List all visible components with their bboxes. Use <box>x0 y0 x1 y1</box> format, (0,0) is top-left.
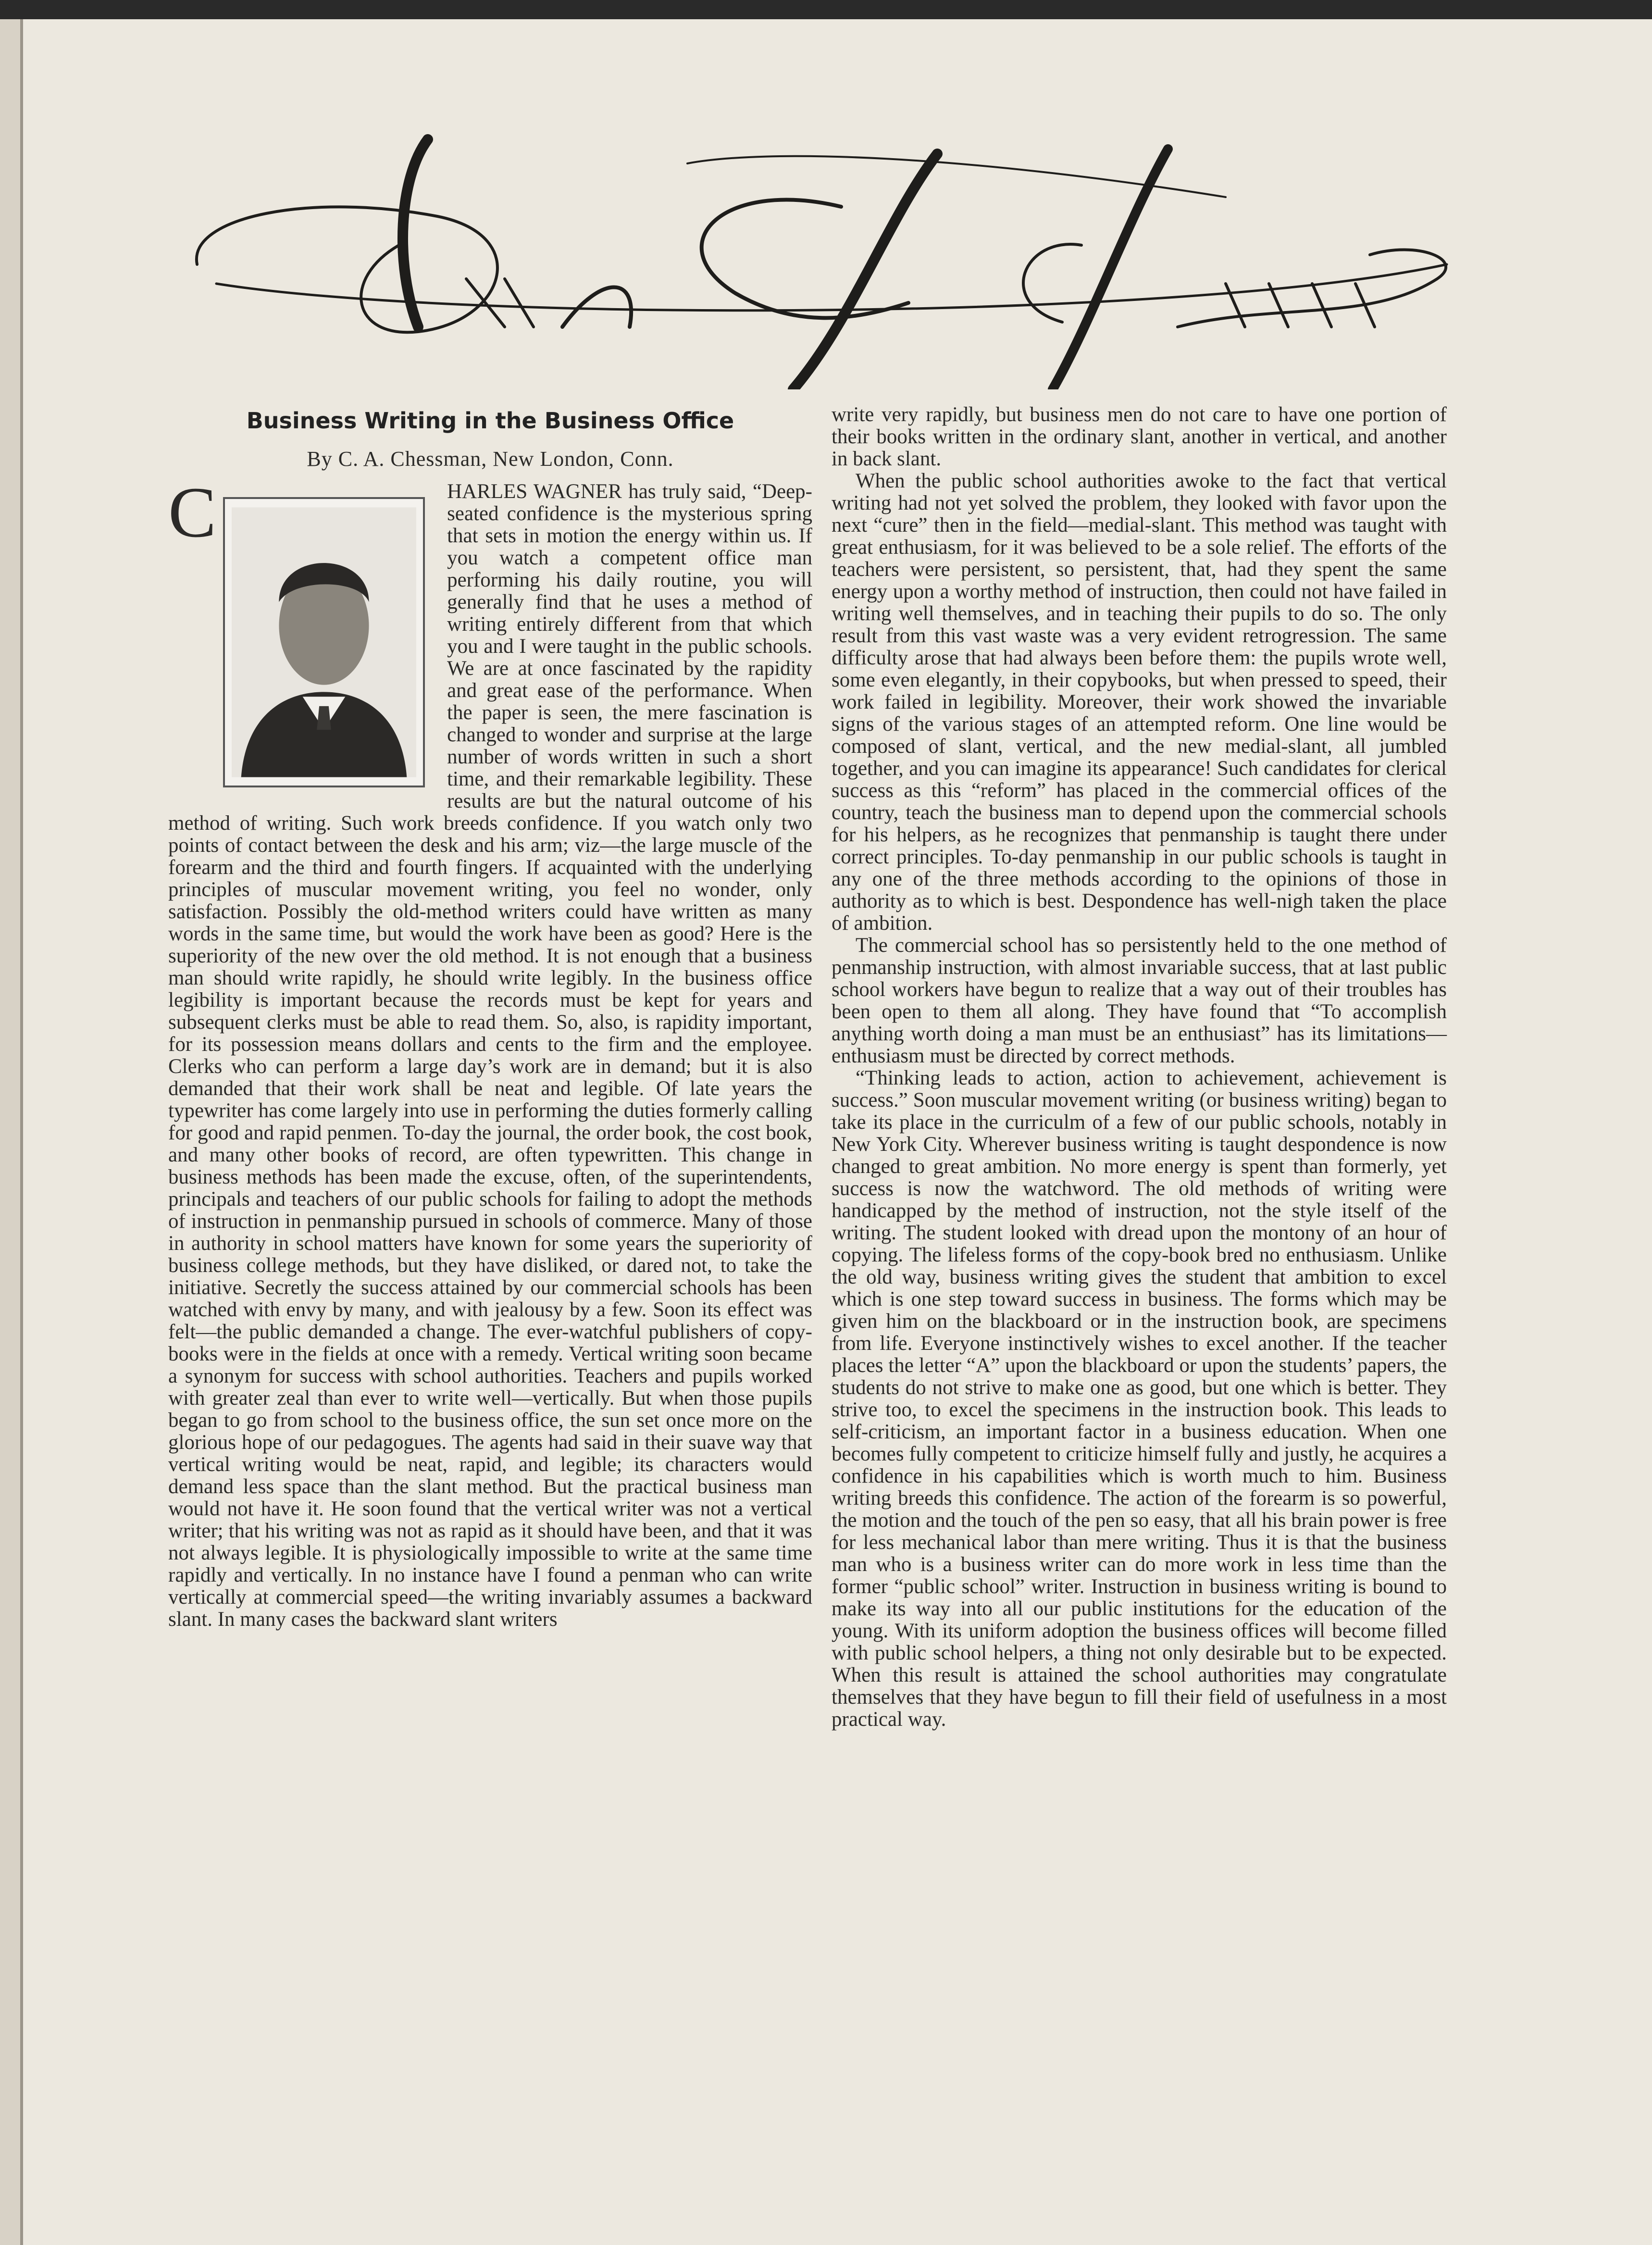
paragraph-4: The commercial school has so persistently held to the one method of penmanship instruction, with almost invariable success, that at last public school workers have begun to realize that a way out of their troubles has been open to them all along. They have found that “To accomplish anything worth doing a man must be an enthusiast” has its limitations—enthusiasm must be directed by correct methods. <box>832 934 1447 1067</box>
right-column <box>832 404 1447 1731</box>
paragraph-3: When the public school authorities awoke to the fact that vertical writing had not yet solved the problem, they looked with favor upon the next “cure” then in the field—medial-slant. This method was taught with great enthusiasm, for it was believed to be a sole relief. The efforts of the teachers were persistent, so persistent, that, had they spent the same energy upon a worthy method of instruction, then could not have failed in writing well themselves, and in teaching their pupils to do so. The only result from this vast waste was a very evident retrogression. The same difficulty arose that had always been before them: the pupils wrote well, some even elegantly, in their copybooks, but when pressed to speed, their work failed in legibility. Moreover, their work showed the invariable signs of the various stages of an attempted reform. One line would be composed of slant, vertical, and the new medial-slant, all jumbled together, and you can imagine its appearance! Such candidates for clerical success as this “reform” has placed in the commercial offices of the country, teach the business man to depend upon the commercial schools for his helpers, as he recognizes that penmanship is taught there under correct principles. To-day penmanship in our public schools is taught in any one of the three methods according to the opinions of those in authority as to which is best. Despondence has well-nigh taken the place of ambition. <box>832 470 1447 935</box>
drop-cap: C <box>168 473 217 552</box>
article-byline: By C. A. Chessman, New London, Conn. <box>307 447 674 471</box>
masthead-heading <box>168 120 1466 389</box>
facing-page-edge <box>0 19 23 2245</box>
portrait-illustration <box>232 506 416 779</box>
article-title: Business Writing in the Business Office <box>246 408 734 434</box>
left-column <box>168 404 812 1631</box>
author-portrait <box>223 497 425 787</box>
paragraph-1: HARLES WAGNER has truly said, “Deep-seated confidence is the mysterious spring that sets in motion the energy within us. If you watch a competent office man performing his daily routine, you will generally find that he uses a method of writing entirely different from that which you and I were taught in the public schools. We are at once fascinated by the rapidity and great ease of the performance. When the paper is seen, the mere fascination is changed to wonder and surprise at the large number of words written in such a short time, and their remarkable legibility. These results are but the natural outcome of his method of writing. Such work breeds confidence. If you watch only two points of contact between the desk and his arm; viz—the large muscle of the forearm and the third and fourth fingers. If acquainted with the underlying principles of muscular movement writing, you feel no wonder, only satisfaction. Possibly the old-method writers could have written as many words in the same time, but would the work have been as good? Here is the superiority of the new over the old method. It is not enough that a business man should write rapidly, he should write legibly. In the business office legibility is important because the records must be kept for years and subsequent clerks must be able to read them. So, also, is rapidity important, for its possession means dollars and cents to the firm and the employee. Clerks who can perform a large day’s work are in demand; but it is also demanded that their work shall be neat and legible. Of late years the typewriter has come largely into use in performing the duties formerly calling for good and rapid penmen. To-day the journal, the order book, the cost book, and many other books of record, are often typewritten. This change in business methods has been made the excuse, often, of the superintendents, principals and teachers of our public schools for failing to adopt the methods of instruction in penmanship pursued in schools of commerce. Many of those in authority in school matters have known for some years the superiority of business college methods, but they have disliked, or dared not, to take the initiative. Secretly the success attained by our commercial schools has been watched with envy by many, and with jealousy by a few. Soon its effect was felt—the public demanded a change. The ever-watchful publishers of copy-books were in the fields at once with a remedy. Vertical writing soon became a synonym for success with school authorities. Teachers and pupils worked with greater zeal than ever to write well—vertically. But when those pupils began to go from school to the business office, the sun set once more on the glorious hope of our pedagogues. The agents had said in their suave way that vertical writing would be neat, rapid, and legible; its characters would demand less space than the slant method. But the practical business man would not have it. He soon found that the vertical writer was not a vertical writer; that his writing was not as rapid as it should have been, and that it was not always legible. It is physiologically impossible to write at the same time rapidly and vertically. In no instance have I found a penman who can write vertically at commercial speed—the writing invariably assumes a backward slant. In many cases the backward slant writers <box>168 480 812 1631</box>
paragraph-2: write very rapidly, but business men do not care to have one portion of their books written in the ordinary slant, another in vertical, and another in back slant. <box>832 403 1447 470</box>
paragraph-5: “Thinking leads to action, action to achievement, achievement is success.” Soon muscular movement writing (or business writing) began to take its place in the curriculm of a few of our public schools, notably in New York City. Wherever business writing is taught despondence is now changed to great ambition. No more energy is spent than formerly, yet success is now the watchword. The old methods of writing were handicapped by the method of instruction, not the style itself of the writing. The student looked with dread upon the montony of an hour of copying. The lifeless forms of the copy-book bred no enthusiasm. Unlike the old way, business writing gives the student that ambition to excel which is one step toward success in business. The forms which may be given him on the blackboard or in the instruction book, are specimens from life. Everyone instinctively wishes to excel another. If the teacher places the letter “A” upon the blackboard or upon the students’ papers, the students do not strive to make one as good, but one which is better. They strive too, to excel the specimens in the instruction book. This leads to self-criticism, an important factor in a business education. When one becomes fully competent to criticize himself fully and justly, he acquires a confidence in his capabilities which is worth much to him. Business writing breeds this confidence. The action of the forearm is so powerful, the motion and the touch of the pen so easy, that all his brain power is free for less mechanical labor than mere writing. Thus it is that the business man who is a business writer can do more work in less time than the former “public school” writer. Instruction in business writing is bound to make its way into all our public institutions for the education of the young. With its uniform adoption the business offices will become filled with public school helpers, a thing not only desirable but to be expected. When this result is attained the school authorities may congratulate themselves that they have begun to fill their field of usefulness in a most practical way. <box>832 1067 1447 1731</box>
